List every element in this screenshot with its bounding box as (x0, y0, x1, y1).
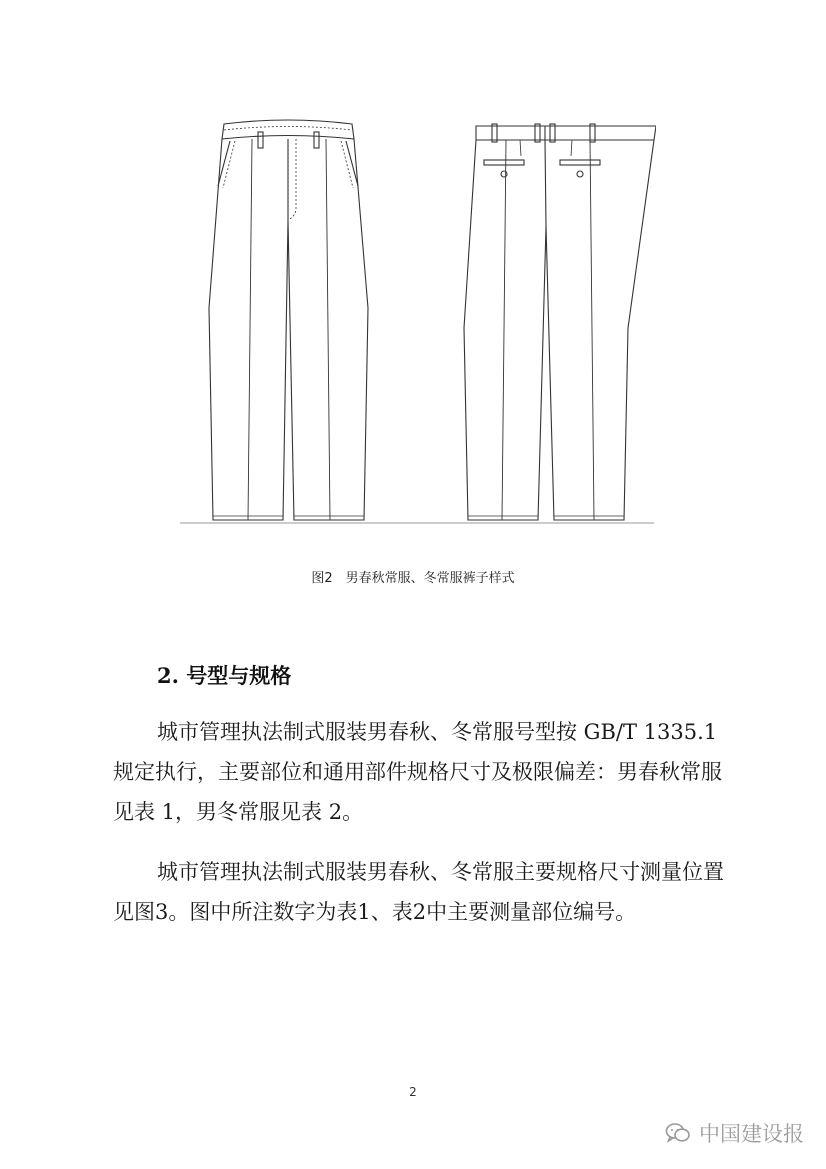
trousers-figure (180, 108, 656, 528)
paragraph-2 (113, 852, 728, 932)
trousers-front-view (209, 120, 368, 520)
trousers-back-view (464, 124, 656, 520)
paragraph-1-text: 城市管理执法制式服装男春秋、冬常服号型按 GB/T 1335.1 规定执行，主要部位和通用部件规格尺寸及极限偏差：男春秋常服见表 1，男冬常服见表 2。 (113, 720, 722, 824)
figure-caption: 图2 男春秋常服、冬常服裤子样式 (311, 571, 515, 586)
section-heading: 2. 号型与规格 (157, 663, 292, 688)
page-number: 2 (409, 1085, 417, 1099)
watermark-text: 中国建设报 (699, 1122, 804, 1146)
wechat-icon (665, 1122, 691, 1144)
paragraph-2-text: 城市管理执法制式服装男春秋、冬常服主要规格尺寸测量位置见图3。图中所注数字为表1、表2中主要测量部位编号。 (113, 860, 724, 924)
paragraph-1 (113, 712, 728, 832)
watermark (665, 1118, 804, 1148)
